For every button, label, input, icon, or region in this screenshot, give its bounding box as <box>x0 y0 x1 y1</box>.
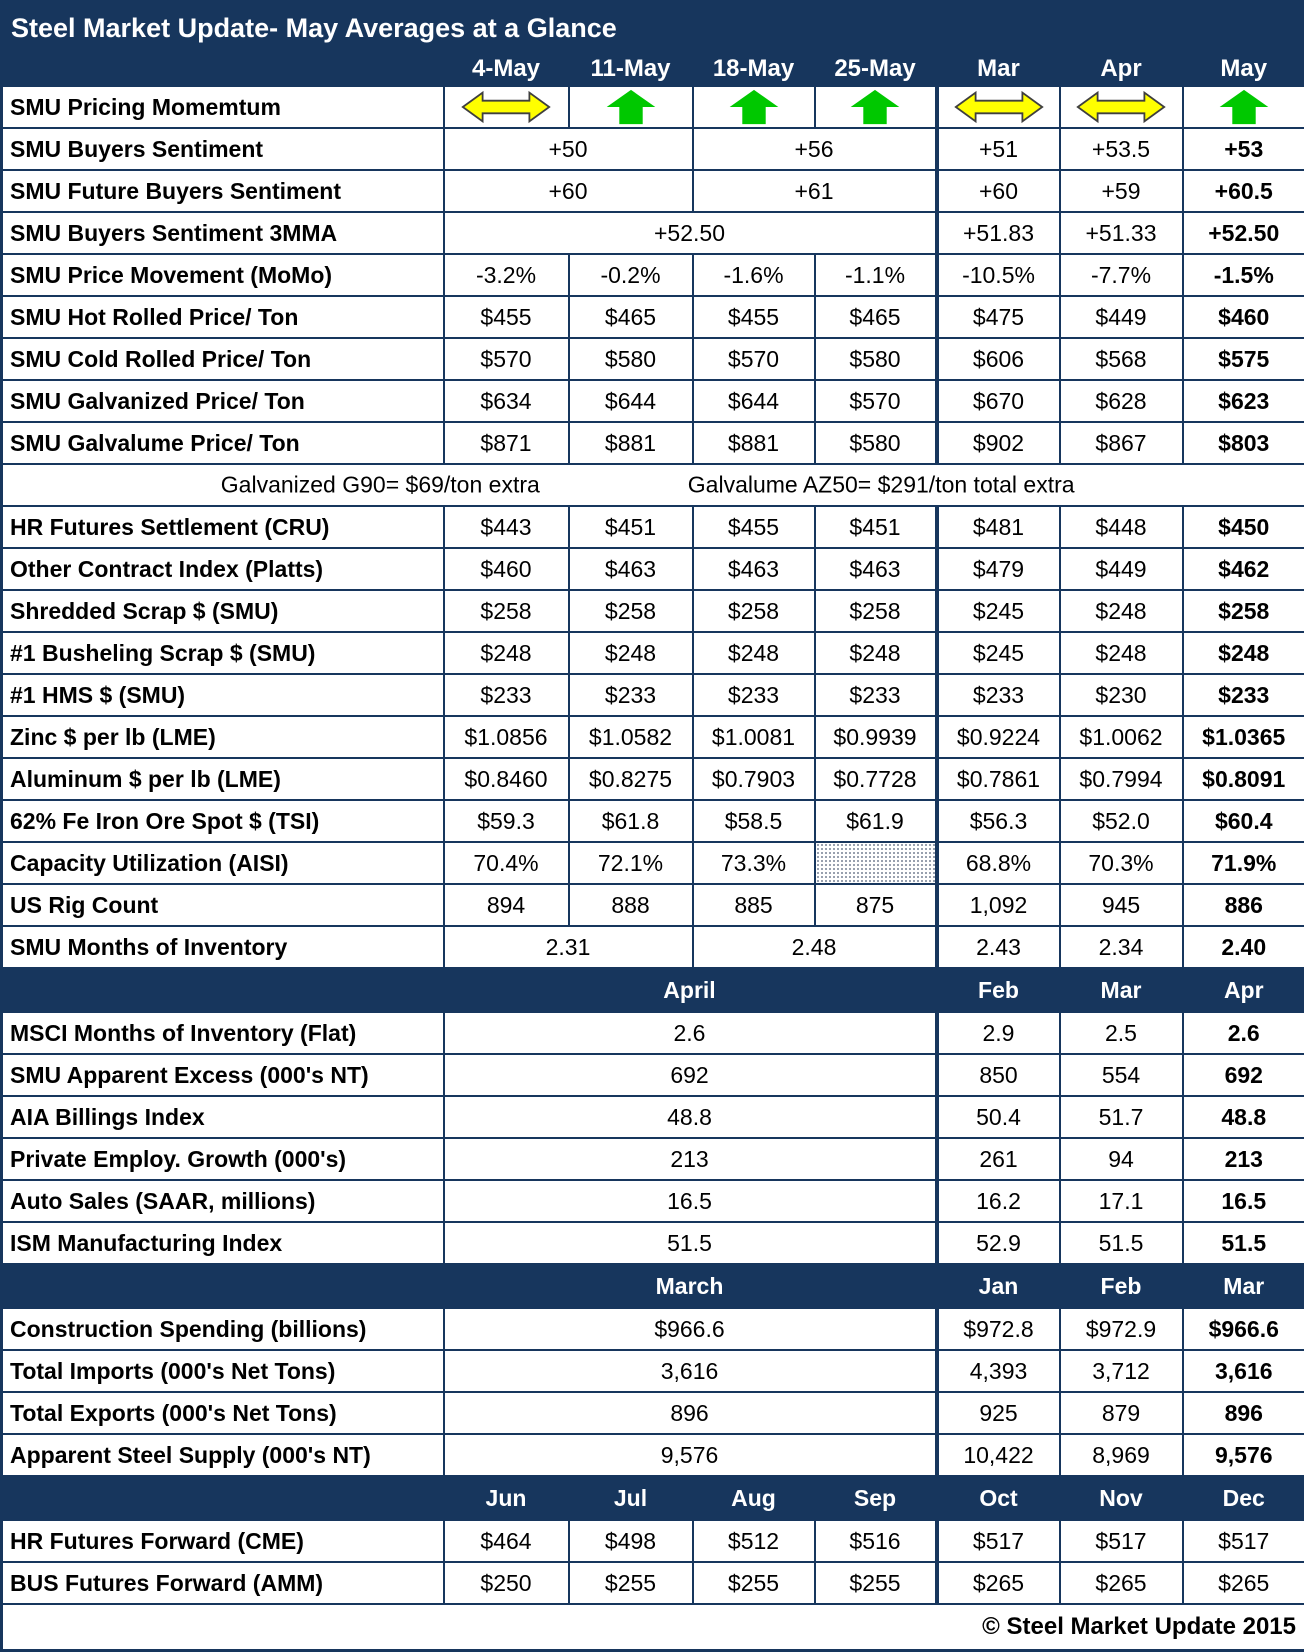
value-cell: $803 <box>1183 422 1304 464</box>
value-cell: 51.5 <box>444 1222 937 1264</box>
value-cell: $871 <box>444 422 569 464</box>
value-cell: $460 <box>444 548 569 590</box>
value-cell: 73.3% <box>693 842 815 884</box>
value-cell: $570 <box>815 380 937 422</box>
table-row <box>2 1096 1304 1138</box>
month-header: Feb <box>1060 1264 1183 1308</box>
galvanized-extra-note: Galvanized G90= $69/ton extra <box>221 472 540 499</box>
month-header: Dec <box>1183 1476 1304 1520</box>
value-cell: 879 <box>1060 1392 1183 1434</box>
value-cell: 17.1 <box>1060 1180 1183 1222</box>
value-cell: +60.5 <box>1183 170 1304 212</box>
value-cell: -10.5% <box>937 254 1060 296</box>
value-cell: 68.8% <box>937 842 1060 884</box>
value-cell: $265 <box>937 1562 1060 1604</box>
value-cell: 16.5 <box>444 1180 937 1222</box>
row-label: Aluminum $ per lb (LME) <box>2 758 444 800</box>
row-label: Auto Sales (SAAR, millions) <box>2 1180 444 1222</box>
value-cell: $0.8460 <box>444 758 569 800</box>
up-arrow-icon <box>694 89 814 125</box>
galvalume-extra-note: Galvalume AZ50= $291/ton total extra <box>688 472 1075 499</box>
value-cell: +61 <box>693 170 937 212</box>
momentum-cell <box>937 86 1060 128</box>
value-cell: $255 <box>569 1562 693 1604</box>
value-cell: 10,422 <box>937 1434 1060 1476</box>
value-cell: $634 <box>444 380 569 422</box>
value-cell: -1.6% <box>693 254 815 296</box>
value-cell: $568 <box>1060 338 1183 380</box>
value-cell: $460 <box>1183 296 1304 338</box>
table-row <box>2 1054 1304 1096</box>
value-cell: $512 <box>693 1520 815 1562</box>
value-cell: $60.4 <box>1183 800 1304 842</box>
value-cell: 52.9 <box>937 1222 1060 1264</box>
value-cell: $972.8 <box>937 1308 1060 1350</box>
value-cell: $517 <box>1060 1520 1183 1562</box>
table-row <box>2 506 1304 548</box>
value-cell: $1.0365 <box>1183 716 1304 758</box>
momentum-cell <box>569 86 693 128</box>
value-cell: 3,712 <box>1060 1350 1183 1392</box>
value-cell: $52.0 <box>1060 800 1183 842</box>
value-cell: $448 <box>1060 506 1183 548</box>
row-label: SMU Cold Rolled Price/ Ton <box>2 338 444 380</box>
value-cell: $1.0081 <box>693 716 815 758</box>
table-body <box>2 86 1304 1651</box>
value-cell: $517 <box>1183 1520 1304 1562</box>
value-cell: $670 <box>937 380 1060 422</box>
table-row <box>2 1562 1304 1604</box>
value-cell: $463 <box>815 548 937 590</box>
table-row <box>2 1012 1304 1054</box>
row-label: SMU Galvalume Price/ Ton <box>2 422 444 464</box>
page-title: Steel Market Update- May Averages at a Glance <box>2 2 1304 53</box>
value-cell: $644 <box>569 380 693 422</box>
month-group-header: March <box>444 1264 937 1308</box>
value-cell: $248 <box>444 632 569 674</box>
value-cell: 2.43 <box>937 926 1060 968</box>
table-row <box>2 842 1304 884</box>
value-cell: $623 <box>1183 380 1304 422</box>
month-header: Mar <box>1060 968 1183 1012</box>
value-cell: $258 <box>693 590 815 632</box>
table-row <box>2 254 1304 296</box>
month-header: Jan <box>937 1264 1060 1308</box>
value-cell: $462 <box>1183 548 1304 590</box>
value-cell: -1.1% <box>815 254 937 296</box>
value-cell: $258 <box>1183 590 1304 632</box>
table-row <box>2 758 1304 800</box>
value-cell: $966.6 <box>1183 1308 1304 1350</box>
value-cell: 896 <box>444 1392 937 1434</box>
row-label: Capacity Utilization (AISI) <box>2 842 444 884</box>
spacer-cell <box>2 1264 444 1308</box>
value-cell: 3,616 <box>444 1350 937 1392</box>
value-cell: $580 <box>815 338 937 380</box>
table-row <box>2 86 1304 128</box>
value-cell: $881 <box>693 422 815 464</box>
row-label: Shredded Scrap $ (SMU) <box>2 590 444 632</box>
value-cell: $255 <box>693 1562 815 1604</box>
value-cell: $451 <box>815 506 937 548</box>
column-header-row <box>2 52 1304 86</box>
value-cell: $464 <box>444 1520 569 1562</box>
row-label: MSCI Months of Inventory (Flat) <box>2 1012 444 1054</box>
month-header: Nov <box>1060 1476 1183 1520</box>
spacer-cell <box>2 1476 444 1520</box>
value-cell: $451 <box>569 506 693 548</box>
left-right-arrow-icon <box>445 89 568 125</box>
label-column-header <box>2 52 444 86</box>
value-cell: $463 <box>693 548 815 590</box>
value-cell: $0.8275 <box>569 758 693 800</box>
row-label: SMU Pricing Momemtum <box>2 86 444 128</box>
value-cell: 850 <box>937 1054 1060 1096</box>
month-header: Aug <box>693 1476 815 1520</box>
table-row <box>2 422 1304 464</box>
momentum-cell <box>693 86 815 128</box>
column-header-may: May <box>1183 52 1304 86</box>
value-cell: $0.7903 <box>693 758 815 800</box>
month-header-row <box>2 968 1304 1012</box>
value-cell: $233 <box>444 674 569 716</box>
value-cell: +52.50 <box>1183 212 1304 254</box>
value-cell: $450 <box>1183 506 1304 548</box>
value-cell: $475 <box>937 296 1060 338</box>
value-cell: 2.34 <box>1060 926 1183 968</box>
column-header-25-may: 25-May <box>815 52 937 86</box>
value-cell: $0.9224 <box>937 716 1060 758</box>
value-cell: $248 <box>1060 590 1183 632</box>
row-label: #1 Busheling Scrap $ (SMU) <box>2 632 444 674</box>
row-label: SMU Apparent Excess (000's NT) <box>2 1054 444 1096</box>
month-group-header: April <box>444 968 937 1012</box>
value-cell: 2.48 <box>693 926 937 968</box>
momentum-cell <box>1060 86 1183 128</box>
row-label: Construction Spending (billions) <box>2 1308 444 1350</box>
value-cell: +51 <box>937 128 1060 170</box>
value-cell: 945 <box>1060 884 1183 926</box>
row-label: SMU Hot Rolled Price/ Ton <box>2 296 444 338</box>
value-cell: $233 <box>1183 674 1304 716</box>
month-header: Feb <box>937 968 1060 1012</box>
value-cell: 875 <box>815 884 937 926</box>
value-cell: $455 <box>693 506 815 548</box>
value-cell: $248 <box>1060 632 1183 674</box>
value-cell: $455 <box>444 296 569 338</box>
value-cell: 16.2 <box>937 1180 1060 1222</box>
row-label: SMU Buyers Sentiment 3MMA <box>2 212 444 254</box>
value-cell: 9,576 <box>444 1434 937 1476</box>
value-cell: 692 <box>1183 1054 1304 1096</box>
value-cell: 2.9 <box>937 1012 1060 1054</box>
row-label: Zinc $ per lb (LME) <box>2 716 444 758</box>
value-cell: 51.5 <box>1060 1222 1183 1264</box>
value-cell: $250 <box>444 1562 569 1604</box>
value-cell: 2.6 <box>1183 1012 1304 1054</box>
row-label: SMU Galvanized Price/ Ton <box>2 380 444 422</box>
value-cell: $265 <box>1183 1562 1304 1604</box>
value-cell: -3.2% <box>444 254 569 296</box>
value-cell: $881 <box>569 422 693 464</box>
value-cell: 3,616 <box>1183 1350 1304 1392</box>
table-row <box>2 674 1304 716</box>
row-label: 62% Fe Iron Ore Spot $ (TSI) <box>2 800 444 842</box>
value-cell: $1.0062 <box>1060 716 1183 758</box>
extras-note-cell <box>2 464 1304 506</box>
row-label: SMU Price Movement (MoMo) <box>2 254 444 296</box>
table-row <box>2 1392 1304 1434</box>
no-data-hatched-cell <box>815 842 937 884</box>
value-cell: $258 <box>815 590 937 632</box>
month-header: Apr <box>1183 968 1304 1012</box>
value-cell: $463 <box>569 548 693 590</box>
month-header: Oct <box>937 1476 1060 1520</box>
table-row <box>2 548 1304 590</box>
value-cell: $1.0856 <box>444 716 569 758</box>
row-label: AIA Billings Index <box>2 1096 444 1138</box>
row-label: ISM Manufacturing Index <box>2 1222 444 1264</box>
table-row <box>2 1350 1304 1392</box>
title-row <box>2 2 1304 53</box>
value-cell: 94 <box>1060 1138 1183 1180</box>
table-row <box>2 884 1304 926</box>
value-cell: $606 <box>937 338 1060 380</box>
value-cell: 2.5 <box>1060 1012 1183 1054</box>
value-cell: 2.31 <box>444 926 693 968</box>
table-row <box>2 800 1304 842</box>
value-cell: 8,969 <box>1060 1434 1183 1476</box>
value-cell: 16.5 <box>1183 1180 1304 1222</box>
value-cell: +60 <box>444 170 693 212</box>
row-label: SMU Future Buyers Sentiment <box>2 170 444 212</box>
month-header-row <box>2 1476 1304 1520</box>
value-cell: $245 <box>937 632 1060 674</box>
value-cell: +59 <box>1060 170 1183 212</box>
table-row <box>2 212 1304 254</box>
row-label: BUS Futures Forward (AMM) <box>2 1562 444 1604</box>
copyright-text: © Steel Market Update 2015 <box>2 1604 1304 1651</box>
value-cell: $449 <box>1060 296 1183 338</box>
value-cell: $0.7994 <box>1060 758 1183 800</box>
value-cell: $628 <box>1060 380 1183 422</box>
value-cell: $58.5 <box>693 800 815 842</box>
month-header: Sep <box>815 1476 937 1520</box>
value-cell: 48.8 <box>444 1096 937 1138</box>
table-row <box>2 296 1304 338</box>
value-cell: 554 <box>1060 1054 1183 1096</box>
table-row <box>2 170 1304 212</box>
row-label: SMU Months of Inventory <box>2 926 444 968</box>
value-cell: $972.9 <box>1060 1308 1183 1350</box>
value-cell: $575 <box>1183 338 1304 380</box>
value-cell: 48.8 <box>1183 1096 1304 1138</box>
value-cell: $902 <box>937 422 1060 464</box>
value-cell: $479 <box>937 548 1060 590</box>
table-row <box>2 380 1304 422</box>
value-cell: $0.9939 <box>815 716 937 758</box>
value-cell: $248 <box>1183 632 1304 674</box>
value-cell: $233 <box>815 674 937 716</box>
left-right-arrow-icon <box>1061 89 1182 125</box>
value-cell: 2.6 <box>444 1012 937 1054</box>
value-cell: $255 <box>815 1562 937 1604</box>
value-cell: $233 <box>937 674 1060 716</box>
value-cell: $516 <box>815 1520 937 1562</box>
row-label: Other Contract Index (Platts) <box>2 548 444 590</box>
table-row <box>2 926 1304 968</box>
value-cell: $0.7861 <box>937 758 1060 800</box>
value-cell: 70.4% <box>444 842 569 884</box>
value-cell: $258 <box>569 590 693 632</box>
value-cell: 692 <box>444 1054 937 1096</box>
table-row <box>2 128 1304 170</box>
value-cell: $230 <box>1060 674 1183 716</box>
table-row <box>2 1434 1304 1476</box>
value-cell: 888 <box>569 884 693 926</box>
value-cell: +53.5 <box>1060 128 1183 170</box>
table-row <box>2 632 1304 674</box>
value-cell: 261 <box>937 1138 1060 1180</box>
value-cell: 50.4 <box>937 1096 1060 1138</box>
value-cell: 51.7 <box>1060 1096 1183 1138</box>
left-right-arrow-icon <box>939 89 1059 125</box>
value-cell: $258 <box>444 590 569 632</box>
value-cell: $248 <box>815 632 937 674</box>
value-cell: 213 <box>444 1138 937 1180</box>
spacer-cell <box>2 968 444 1012</box>
month-header: Mar <box>1183 1264 1304 1308</box>
value-cell: $570 <box>444 338 569 380</box>
value-cell: 71.9% <box>1183 842 1304 884</box>
value-cell: $465 <box>569 296 693 338</box>
column-header-18-may: 18-May <box>693 52 815 86</box>
value-cell: +53 <box>1183 128 1304 170</box>
value-cell: $867 <box>1060 422 1183 464</box>
value-cell: $0.7728 <box>815 758 937 800</box>
value-cell: $517 <box>937 1520 1060 1562</box>
value-cell: 70.3% <box>1060 842 1183 884</box>
row-label: HR Futures Settlement (CRU) <box>2 506 444 548</box>
value-cell: 72.1% <box>569 842 693 884</box>
row-label: Total Exports (000's Net Tons) <box>2 1392 444 1434</box>
column-header-4-may: 4-May <box>444 52 569 86</box>
value-cell: +56 <box>693 128 937 170</box>
value-cell: $248 <box>693 632 815 674</box>
momentum-cell <box>444 86 569 128</box>
momentum-cell <box>1183 86 1304 128</box>
value-cell: $245 <box>937 590 1060 632</box>
value-cell: $233 <box>693 674 815 716</box>
month-header: Jul <box>569 1476 693 1520</box>
row-label: HR Futures Forward (CME) <box>2 1520 444 1562</box>
table-row <box>2 1222 1304 1264</box>
month-header: Jun <box>444 1476 569 1520</box>
column-header-11-may: 11-May <box>569 52 693 86</box>
value-cell: +52.50 <box>444 212 937 254</box>
table-row <box>2 716 1304 758</box>
value-cell: $265 <box>1060 1562 1183 1604</box>
value-cell: $233 <box>569 674 693 716</box>
column-header-apr: Apr <box>1060 52 1183 86</box>
value-cell: -7.7% <box>1060 254 1183 296</box>
value-cell: $644 <box>693 380 815 422</box>
up-arrow-icon <box>1184 89 1304 125</box>
value-cell: $449 <box>1060 548 1183 590</box>
value-cell: $570 <box>693 338 815 380</box>
value-cell: +60 <box>937 170 1060 212</box>
value-cell: $443 <box>444 506 569 548</box>
value-cell: 1,092 <box>937 884 1060 926</box>
value-cell: 213 <box>1183 1138 1304 1180</box>
value-cell: 9,576 <box>1183 1434 1304 1476</box>
value-cell: $455 <box>693 296 815 338</box>
value-cell: $1.0582 <box>569 716 693 758</box>
value-cell: $248 <box>569 632 693 674</box>
row-label: SMU Buyers Sentiment <box>2 128 444 170</box>
month-header-row <box>2 1264 1304 1308</box>
footer-row <box>2 1604 1304 1651</box>
value-cell: 2.40 <box>1183 926 1304 968</box>
table-row <box>2 338 1304 380</box>
value-cell: $61.8 <box>569 800 693 842</box>
table-row <box>2 1138 1304 1180</box>
value-cell: $580 <box>815 422 937 464</box>
value-cell: $966.6 <box>444 1308 937 1350</box>
value-cell: $465 <box>815 296 937 338</box>
value-cell: +51.83 <box>937 212 1060 254</box>
table-row <box>2 1308 1304 1350</box>
value-cell: $481 <box>937 506 1060 548</box>
table-row <box>2 590 1304 632</box>
value-cell: 894 <box>444 884 569 926</box>
row-label: Total Imports (000's Net Tons) <box>2 1350 444 1392</box>
value-cell: 885 <box>693 884 815 926</box>
value-cell: 925 <box>937 1392 1060 1434</box>
row-label: US Rig Count <box>2 884 444 926</box>
momentum-cell <box>815 86 937 128</box>
row-label: Apparent Steel Supply (000's NT) <box>2 1434 444 1476</box>
value-cell: $61.9 <box>815 800 937 842</box>
value-cell: 51.5 <box>1183 1222 1304 1264</box>
value-cell: 4,393 <box>937 1350 1060 1392</box>
value-cell: 886 <box>1183 884 1304 926</box>
value-cell: -0.2% <box>569 254 693 296</box>
value-cell: $56.3 <box>937 800 1060 842</box>
row-label: Private Employ. Growth (000's) <box>2 1138 444 1180</box>
table-row <box>2 1520 1304 1562</box>
row-label: #1 HMS $ (SMU) <box>2 674 444 716</box>
table-row <box>2 1180 1304 1222</box>
value-cell: $59.3 <box>444 800 569 842</box>
value-cell: $580 <box>569 338 693 380</box>
up-arrow-icon <box>570 89 692 125</box>
value-cell: -1.5% <box>1183 254 1304 296</box>
note-row <box>2 464 1304 506</box>
column-header-mar: Mar <box>937 52 1060 86</box>
value-cell: 896 <box>1183 1392 1304 1434</box>
up-arrow-icon <box>816 89 935 125</box>
value-cell: $0.8091 <box>1183 758 1304 800</box>
value-cell: +51.33 <box>1060 212 1183 254</box>
value-cell: +50 <box>444 128 693 170</box>
value-cell: $498 <box>569 1520 693 1562</box>
